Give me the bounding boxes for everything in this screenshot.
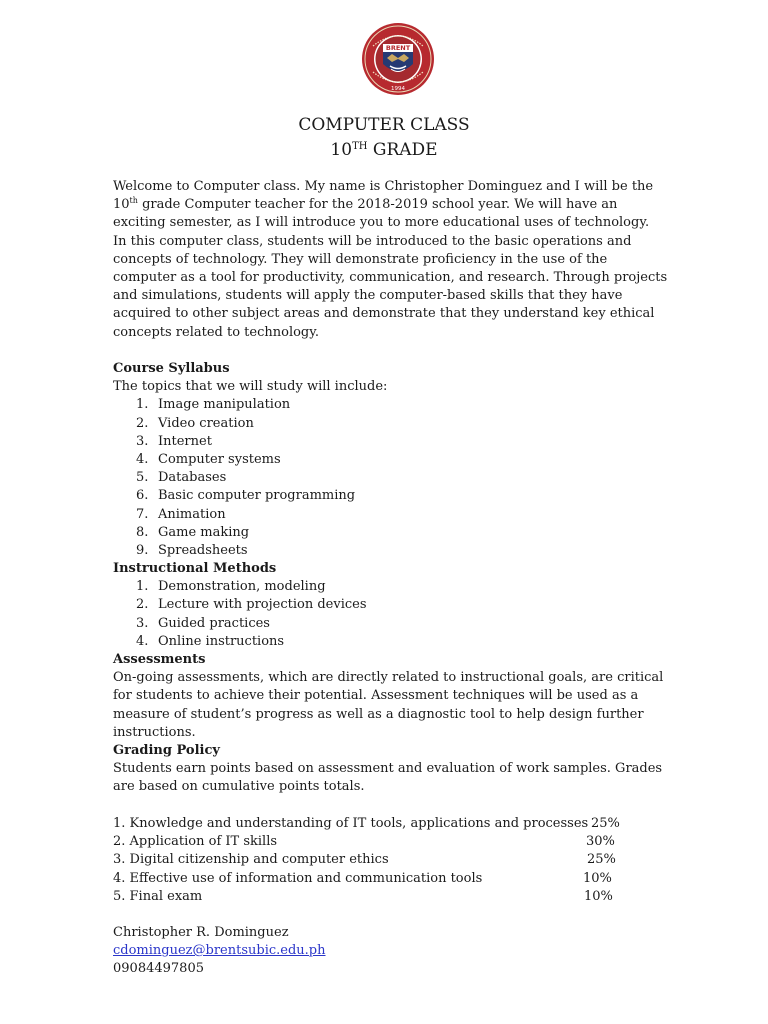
grade-label: 5. Final exam (113, 888, 203, 904)
methods-section (113, 560, 673, 578)
intro-line: computer as a tool for productivity, communication, and research. Through projects (113, 269, 668, 285)
syllabus-heading: Course Syllabus (113, 361, 230, 376)
grade-label: 3. Digital citizenship and computer ethics (113, 852, 389, 868)
seal-name: BRENT (385, 44, 411, 52)
assessments-section (113, 651, 673, 742)
list-text: Demonstration, modeling (158, 579, 326, 595)
grading-line: Students earn points based on assessment and evaluation of work samples. Grades (113, 761, 663, 777)
list-item (136, 542, 355, 560)
intro-line: concepts of technology. They will demonstrate proficiency in the use of the (113, 251, 608, 267)
intro-grade-sup: th (129, 196, 138, 206)
grading-breakdown (113, 815, 633, 906)
intro-line (113, 196, 673, 214)
list-number: 2. (136, 415, 149, 431)
teacher-name: Christopher R. Dominguez (113, 925, 289, 940)
page-title: COMPUTER CLASS (298, 115, 470, 135)
list-item (136, 469, 355, 487)
grade-percent: 30% (586, 834, 615, 850)
list-text: Lecture with projection devices (158, 597, 367, 613)
grade-word: GRADE (372, 140, 438, 160)
list-item (136, 487, 355, 505)
grading-section (113, 742, 673, 797)
list-number: 3. (136, 433, 149, 449)
seal-year: 1994 (391, 86, 405, 92)
intro-paragraph (113, 178, 673, 342)
intro-line: In this computer class, students will be introduced to the basic operations and (113, 233, 632, 249)
list-text: Computer systems (158, 451, 281, 467)
list-text: Image manipulation (158, 397, 291, 413)
list-number: 5. (136, 470, 149, 486)
list-item (136, 615, 367, 633)
grade-percent: 10% (584, 888, 613, 904)
grade-label: 2. Application of IT skills (113, 834, 278, 850)
intro-line: and simulations, students will apply the computer-based skills that they have (113, 288, 623, 304)
list-text: Game making (158, 524, 250, 540)
assessments-line: On-going assessments, which are directly related to instructional goals, are critical (113, 670, 664, 686)
list-item (136, 633, 367, 651)
list-number: 4. (136, 633, 149, 649)
assessments-line: instructions. (113, 724, 196, 740)
assessments-line: measure of student’s progress as well as a diagnostic tool to help design further (113, 706, 644, 722)
page-subtitle (0, 138, 768, 162)
list-number: 2. (136, 597, 149, 613)
grade-row (113, 851, 633, 869)
intro-line: acquired to other subject areas and demonstrate that they understand key ethical (113, 306, 655, 322)
list-item (136, 415, 355, 433)
grading-line: are based on cumulative points totals. (113, 779, 365, 795)
list-text: Internet (158, 433, 212, 449)
grade-label: 1. Knowledge and understanding of IT tools, applications and processes (113, 816, 589, 831)
grade-label: 4. Effective use of information and communication tools (113, 870, 483, 886)
grade-row (113, 833, 633, 851)
list-item (136, 506, 355, 524)
intro-grade-num: 10 (113, 197, 130, 213)
list-number: 7. (136, 506, 149, 522)
list-number: 4. (136, 451, 149, 467)
methods-heading: Instructional Methods (113, 561, 277, 576)
list-text: Basic computer programming (158, 488, 356, 504)
list-text: Animation (158, 506, 226, 522)
intro-line: concepts related to technology. (113, 324, 320, 340)
grading-heading: Grading Policy (113, 743, 220, 758)
assessments-heading: Assessments (113, 652, 206, 667)
syllabus-list (136, 396, 355, 560)
list-item (136, 578, 367, 596)
list-text: Guided practices (158, 615, 270, 631)
list-text: Spreadsheets (158, 542, 248, 558)
list-number: 6. (136, 488, 149, 504)
list-text: Online instructions (158, 633, 285, 649)
grade-percent: 25% (587, 852, 616, 868)
list-number: 9. (136, 542, 149, 558)
list-item (136, 524, 355, 542)
syllabus-lead: The topics that we will study will include: (113, 379, 388, 395)
phone-number: 09084497805 (113, 961, 204, 977)
list-number: 8. (136, 524, 149, 540)
list-number: 3. (136, 615, 149, 631)
list-item (136, 433, 355, 451)
assessments-line: for students to achieve their potential. Assessment techniques will be used as a (113, 688, 639, 704)
grade-number: 10 (330, 140, 353, 160)
grade-percent: 25% (591, 816, 620, 831)
email-link[interactable]: cdominguez@brentsubic.edu.ph (113, 943, 326, 959)
grade-row (113, 870, 633, 888)
syllabus-section (113, 360, 673, 396)
list-number: 1. (136, 397, 149, 413)
list-text: Video creation (158, 415, 254, 431)
list-item (136, 596, 367, 614)
intro-line: exciting semester, as I will introduce you to more educational uses of technology. (113, 215, 650, 231)
methods-list (136, 578, 367, 651)
list-item (136, 451, 355, 469)
list-item (136, 396, 355, 414)
list-number: 1. (136, 579, 149, 595)
grade-row (113, 815, 633, 833)
intro-line: Welcome to Computer class. My name is Christopher Dominguez and I will be the (113, 179, 654, 194)
contact-block (113, 924, 673, 979)
grade-row (113, 888, 633, 906)
intro-grade-rest: grade Computer teacher for the 2018-2019 school year. We will have an (142, 197, 618, 213)
school-seal-logo (361, 22, 435, 96)
grade-superscript: TH (352, 141, 368, 152)
list-text: Databases (158, 470, 227, 486)
grade-percent: 10% (583, 870, 612, 886)
